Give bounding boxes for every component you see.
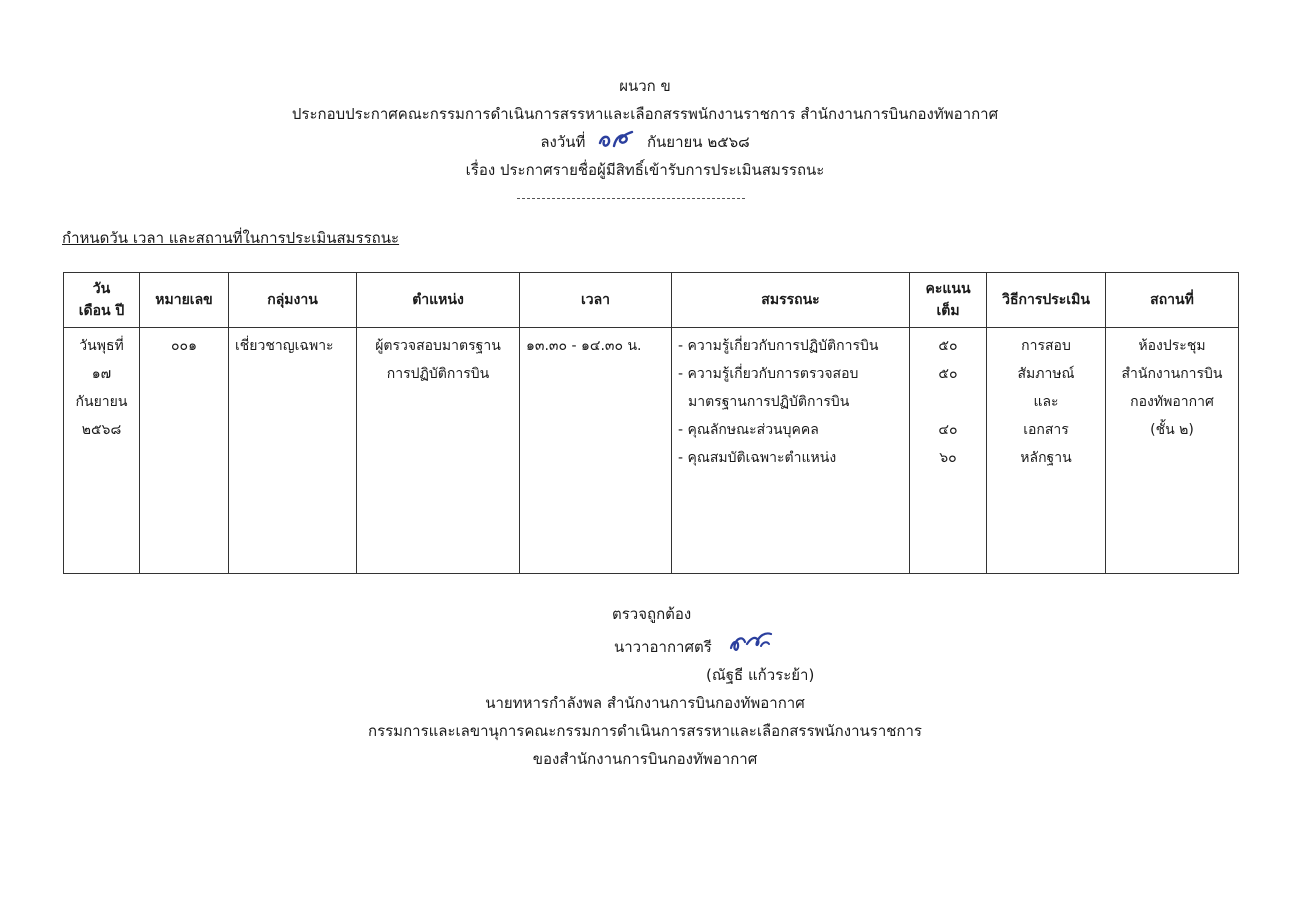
competency-item: มาตรฐานการปฏิบัติการบิน — [688, 394, 850, 410]
signer-title-3: ของสำนักงานการบินกองทัพอากาศ — [532, 750, 758, 768]
competency-item: - ความรู้เกี่ยวกับการปฏิบัติการบิน — [678, 338, 879, 354]
signer-title-1: นายทหารกำลังพล สำนักงานการบินกองทัพอากาศ — [485, 694, 805, 712]
signer-name: (ณัฐธี แก้วระย้า) — [706, 666, 815, 684]
cell-score — [910, 328, 987, 574]
cell-number: ๐๐๑ — [140, 328, 229, 574]
announcement-subject: เรื่อง ประกาศรายชื่อผู้มีสิทธิ์เข้ารับการประเมินสมรรถนะ — [465, 161, 825, 179]
score-value: ๖๐ — [939, 450, 957, 466]
header-time: เวลา — [520, 273, 672, 328]
table-row — [64, 328, 1239, 574]
signoff-block — [0, 600, 1290, 773]
announcement-date — [0, 128, 1290, 156]
cell-competency — [672, 328, 910, 574]
signature-image — [725, 628, 777, 658]
score-value: ๔๐ — [938, 422, 958, 438]
assessment-schedule-table — [63, 272, 1239, 574]
header-position: ตำแหน่ง — [357, 273, 520, 328]
annex-label: ผนวก ข — [619, 77, 671, 95]
announcement-reference: ประกอบประกาศคณะกรรมการดำเนินการสรรหาและเลือกสรรพนักงานราชการ สำนักงานการบินกองทัพอากาศ — [291, 105, 999, 123]
cell-location: ห้องประชุม สำนักงานการบิน กองทัพอากาศ (ชั้น ๒) — [1106, 328, 1239, 574]
score-value: ๕๐ — [938, 366, 958, 382]
competency-item: - คุณสมบัติเฉพาะตำแหน่ง — [678, 450, 837, 466]
header-date: วัน เดือน ปี — [64, 273, 140, 328]
document-header — [0, 72, 1290, 184]
signer-rank: นาวาอากาศตรี — [614, 638, 712, 656]
header-divider — [517, 198, 745, 199]
header-method: วิธีการประเมิน — [987, 273, 1106, 328]
verified-label: ตรวจถูกต้อง — [612, 605, 692, 623]
cell-time: ๑๓.๓๐ - ๑๔.๓๐ น. — [520, 328, 672, 574]
header-location: สถานที่ — [1106, 273, 1239, 328]
cell-method: การสอบ สัมภาษณ์ และ เอกสาร หลักฐาน — [987, 328, 1106, 574]
signer-rank-line — [0, 628, 1290, 661]
header-score: คะแนน เต็ม — [910, 273, 987, 328]
score-value: ๕๐ — [938, 338, 958, 354]
cell-position: ผู้ตรวจสอบมาตรฐาน การปฏิบัติการบิน — [357, 328, 520, 574]
competency-item: - คุณลักษณะส่วนบุคคล — [678, 422, 819, 438]
competency-item: - ความรู้เกี่ยวกับการตรวจสอบ — [678, 366, 859, 382]
cell-group: เชี่ยวชาญเฉพาะ — [229, 328, 357, 574]
score-value — [916, 388, 980, 416]
header-number: หมายเลข — [140, 273, 229, 328]
cell-date: วันพุธที่ ๑๗ กันยายน ๒๕๖๘ — [64, 328, 140, 574]
signer-title-2: กรรมการและเลขานุการคณะกรรมการดำเนินการสรรหาและเลือกสรรพนักงานราชการ — [367, 722, 922, 740]
date-suffix: กันยายน ๒๕๖๘ — [646, 133, 750, 151]
header-competency: สมรรถนะ — [672, 273, 910, 328]
header-group: กลุ่มงาน — [229, 273, 357, 328]
section-title: กำหนดวัน เวลา และสถานที่ในการประเมินสมรรถนะ — [62, 229, 400, 247]
handwritten-date-signature — [596, 129, 636, 151]
table-header-row — [64, 273, 1239, 328]
date-prefix: ลงวันที่ — [540, 133, 586, 151]
